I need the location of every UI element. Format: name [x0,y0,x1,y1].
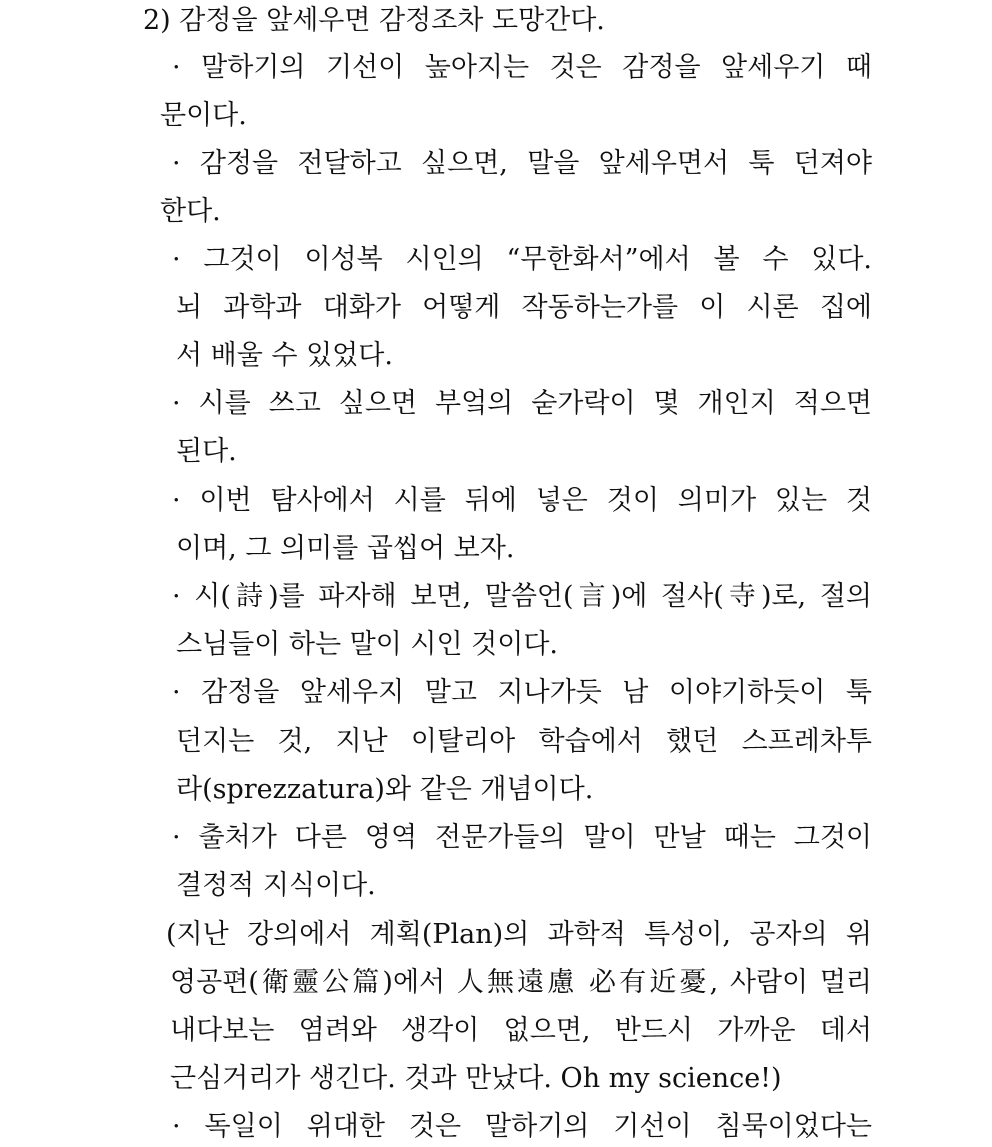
text-line: · 시(詩)를 파자해 보면, 말씀언(言)에 절사(寺)로, 절의 [172,581,872,612]
section-heading: 2) 감정을 앞세우면 감정조차 도망간다. [143,5,605,36]
text-line: 스님들이 하는 말이 시인 것이다. [176,629,558,660]
text-line: · 시를 쓰고 싶으면 부엌의 숟가락이 몇 개인지 적으면 [172,388,872,419]
text-line: 뇌 과학과 대화가 어떻게 작동하는가를 이 시론 집에 [176,292,872,323]
text-line: 문이다. [160,100,247,131]
text-line: 한다. [160,196,221,227]
text-line: 라(sprezzatura)와 같은 개념이다. [176,774,594,805]
text-line: · 감정을 전달하고 싶으면, 말을 앞세우면서 툭 던져야 [172,148,872,179]
text-line: 결정적 지식이다. [176,870,376,901]
text-line: · 출처가 다른 영역 전문가들의 말이 만날 때는 그것이 [172,822,872,853]
text-line: 된다. [176,436,237,467]
text-line: 던지는 것, 지난 이탈리아 학습에서 했던 스프레차투 [176,726,872,757]
text-line: · 그것이 이성복 시인의 “무한화서”에서 볼 수 있다. [172,244,872,275]
text-line: (지난 강의에서 계획(Plan)의 과학적 특성이, 공자의 위 [166,919,872,950]
text-line: · 이번 탐사에서 시를 뒤에 넣은 것이 의미가 있는 것 [172,485,872,516]
text-line: 이며, 그 의미를 곱씹어 보자. [176,533,515,564]
text-line: · 말하기의 기선이 높아지는 것은 감정을 앞세우기 때 [172,52,872,83]
text-line: 내다보는 염려와 생각이 없으면, 반드시 가까운 데서 [170,1015,872,1046]
text-line: · 독일이 위대한 것은 말하기의 기선이 침묵이었다는 [172,1111,872,1142]
text-line: 근심거리가 생긴다. 것과 만났다. Oh my science!) [170,1063,782,1094]
text-line: · 감정을 앞세우지 말고 지나가듯 남 이야기하듯이 툭 [172,677,872,708]
text-line: 서 배울 수 있었다. [176,340,393,371]
text-line: 영공편(衛靈公篇)에서 人無遠慮 必有近憂, 사람이 멀리 [170,967,872,998]
